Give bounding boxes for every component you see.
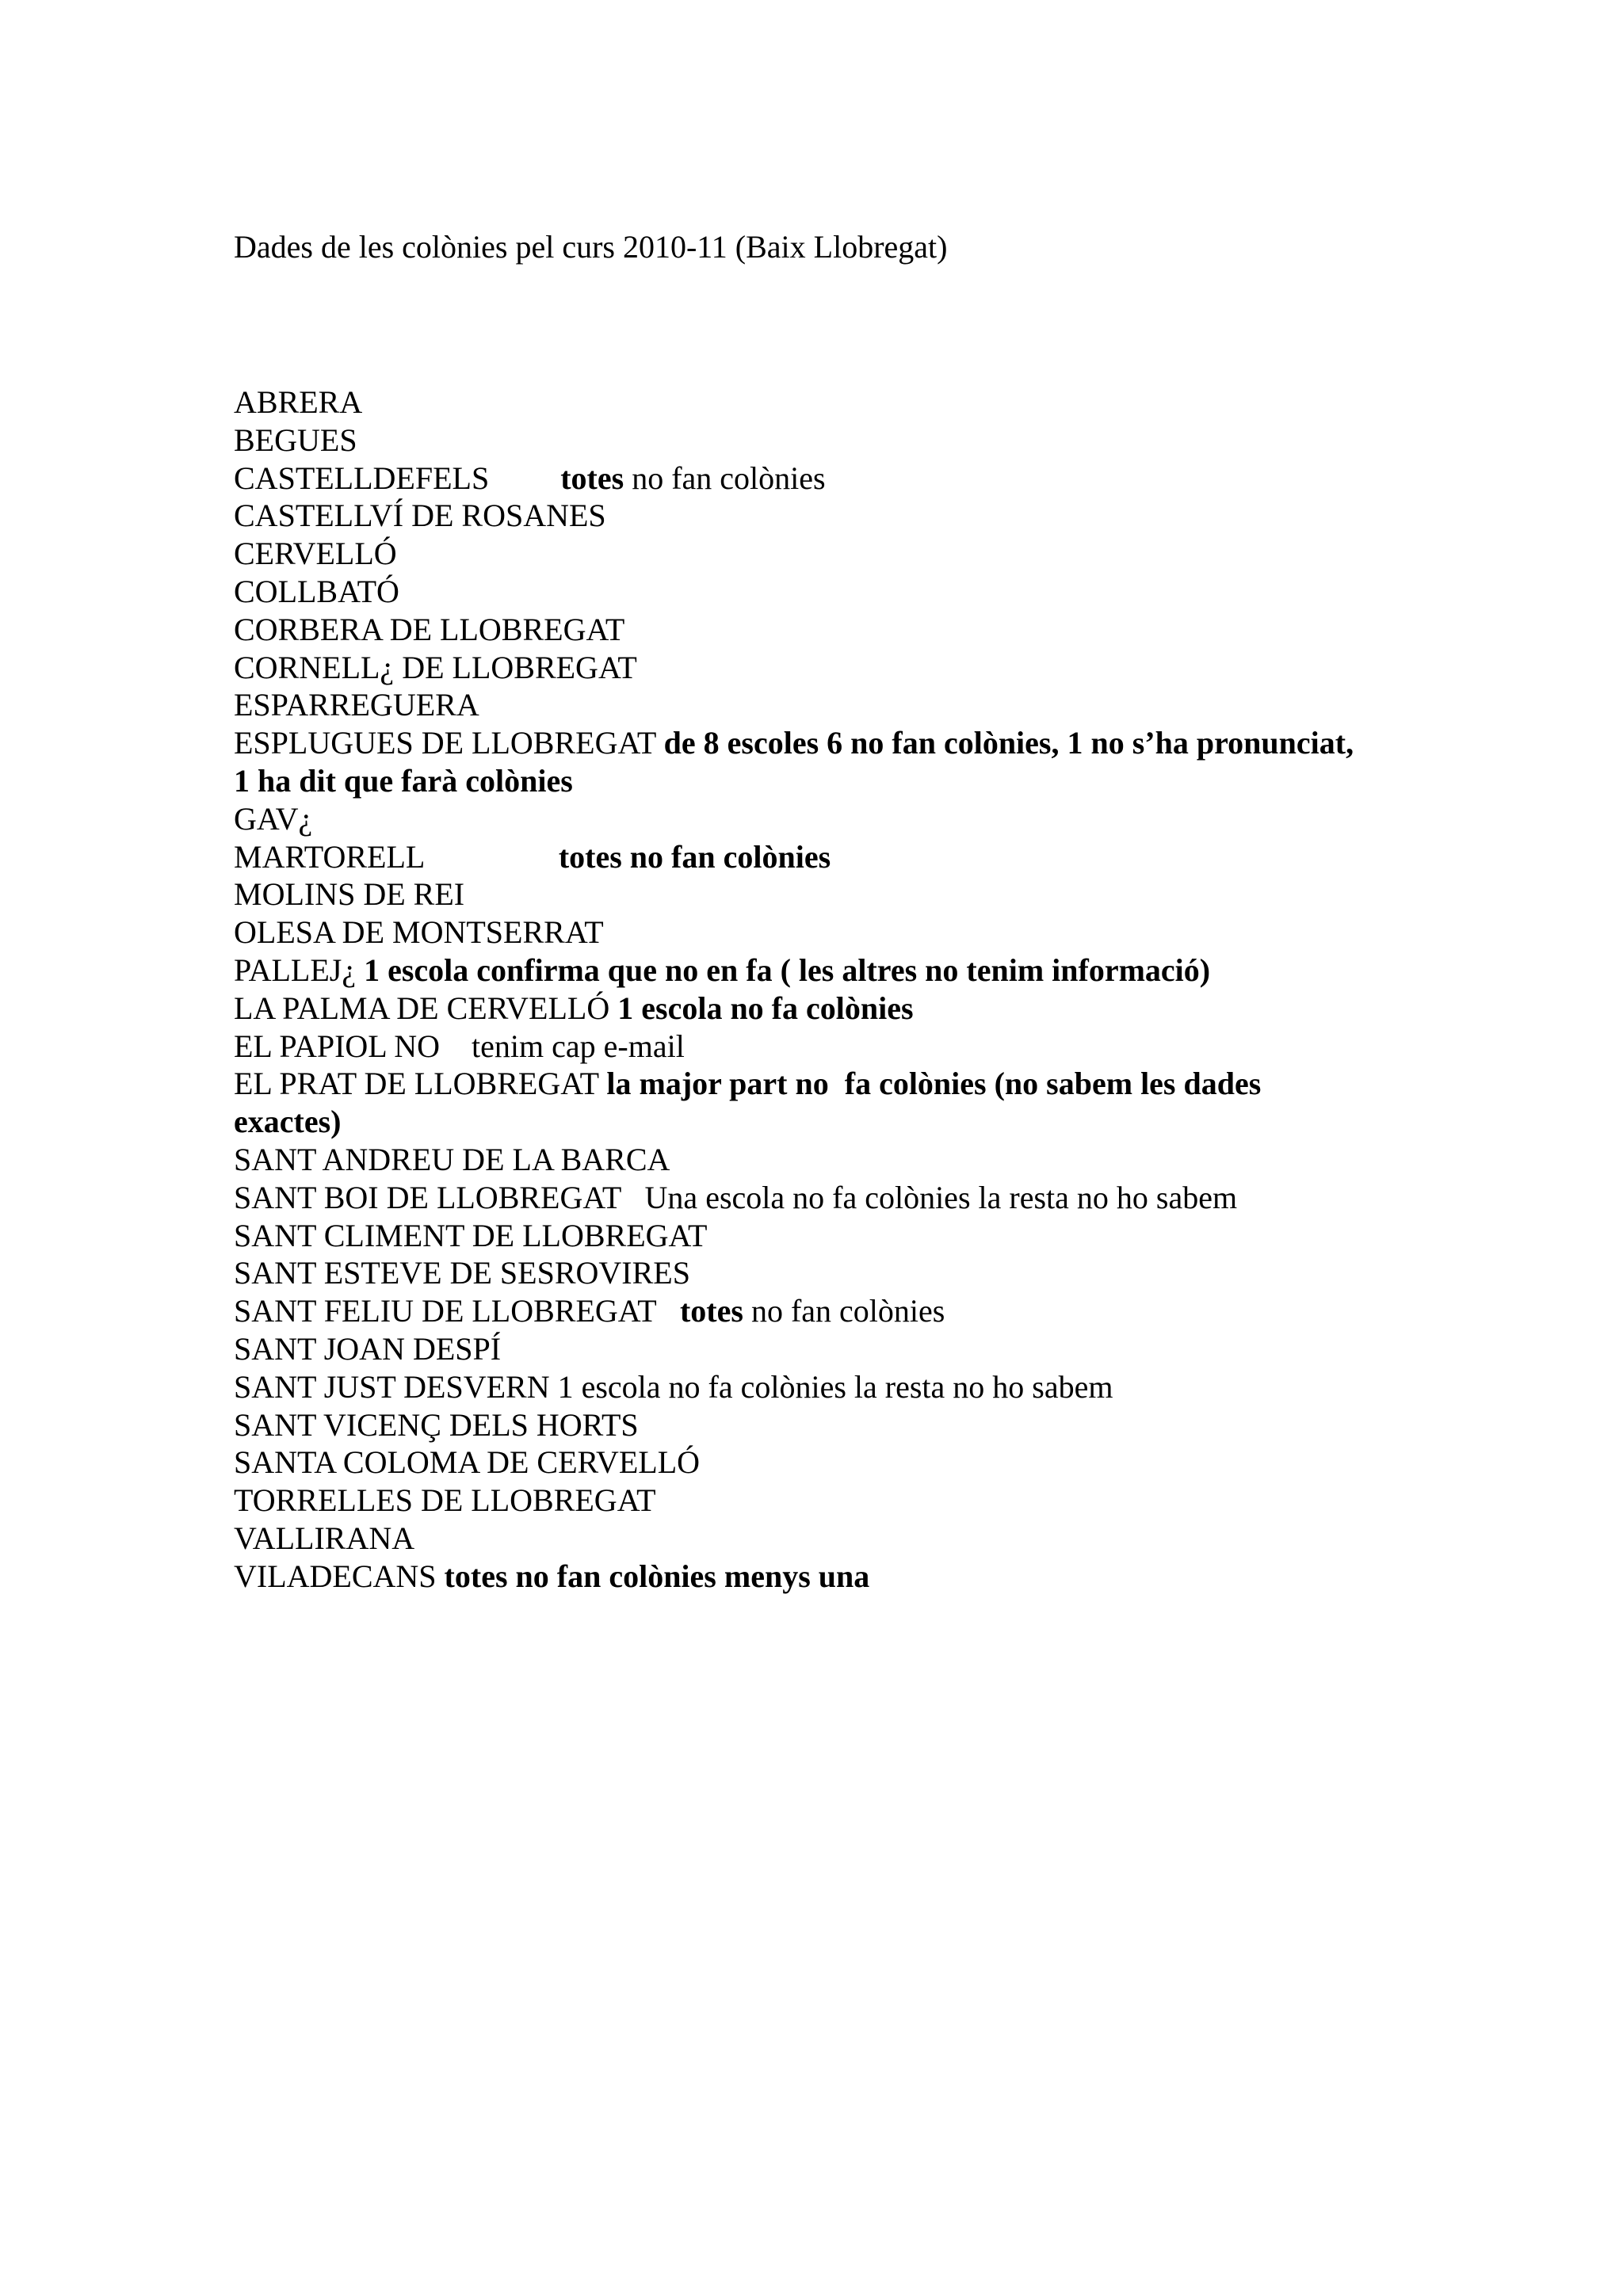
municipality-name: CERVELLÓ <box>234 536 397 572</box>
list-item <box>234 421 1375 460</box>
colonies-note: de 8 escoles 6 no fan colònies, 1 no s’ha pronunciat, 1 ha dit que farà colònies <box>234 725 1362 799</box>
colonies-note: totes no fan colònies menys una <box>444 1558 870 1594</box>
municipality-name: SANT VICENÇ DELS HORTS <box>234 1406 639 1443</box>
list-item <box>234 535 1375 573</box>
colonies-note: tenim cap e-mail <box>472 1028 685 1064</box>
note-separator <box>621 1180 645 1215</box>
municipality-name: VILADECANS <box>234 1558 437 1594</box>
list-item <box>234 383 1375 421</box>
municipality-name: BEGUES <box>234 421 357 458</box>
colonies-note: 1 escola confirma que no en fa ( les altres no tenim informació) <box>364 952 1211 988</box>
colonies-note: totes <box>679 1293 743 1329</box>
municipality-name: ESPLUGUES DE LLOBREGAT <box>234 725 656 761</box>
municipality-name: CASTELLDEFELS <box>234 460 490 496</box>
municipality-name: EL PRAT DE LLOBREGAT <box>234 1066 599 1102</box>
colonies-note: Una escola no fa colònies la resta no ho sabem <box>644 1179 1238 1215</box>
note-separator <box>598 1066 606 1101</box>
note-separator <box>424 839 559 875</box>
municipality-name: COLLBATÓ <box>234 573 399 609</box>
list-item <box>234 1368 1375 1406</box>
municipality-name: CASTELLVÍ DE ROSANES <box>234 498 606 534</box>
list-item <box>234 1558 1375 1596</box>
list-item <box>234 724 1375 800</box>
list-item <box>234 573 1375 611</box>
note-separator <box>656 1293 680 1329</box>
list-item <box>234 913 1375 952</box>
list-item <box>234 649 1375 687</box>
municipality-name: VALLIRANA <box>234 1520 415 1556</box>
list-item <box>234 1141 1375 1179</box>
municipality-name: MOLINS DE REI <box>234 876 465 913</box>
municipality-name: PALLEJ¿ <box>234 952 357 988</box>
list-item <box>234 611 1375 649</box>
municipality-name: SANT BOI DE LLOBREGAT <box>234 1179 621 1215</box>
list-item <box>234 1406 1375 1444</box>
note-separator <box>656 725 664 761</box>
colonies-note: la major part no fa colònies (no sabem les dades exactes) <box>234 1066 1270 1140</box>
list-item <box>234 952 1375 990</box>
note-separator <box>489 460 560 496</box>
municipality-name: SANT JUST DESVERN <box>234 1368 550 1405</box>
list-item <box>234 1028 1375 1066</box>
list-item <box>234 1292 1375 1330</box>
colonies-note: no fan colònies <box>624 460 826 496</box>
document-title: Dades de les colònies pel curs 2010-11 (Baix Llobregat) <box>234 229 948 265</box>
municipality-name: OLESA DE MONTSERRAT <box>234 914 604 951</box>
colonies-note: 1 escola no fa colònies la resta no ho sabem <box>557 1368 1113 1405</box>
list-item <box>234 1482 1375 1520</box>
list-item <box>234 686 1375 724</box>
list-item <box>234 497 1375 535</box>
list-item <box>234 875 1375 913</box>
municipality-list <box>234 383 1375 1596</box>
municipality-name: EL PAPIOL NO <box>234 1028 441 1064</box>
municipality-name: SANT FELIU DE LLOBREGAT <box>234 1293 656 1329</box>
list-item <box>234 1179 1375 1217</box>
municipality-name: GAV¿ <box>234 800 313 837</box>
municipality-name: SANT CLIMENT DE LLOBREGAT <box>234 1217 708 1253</box>
colonies-note: totes <box>560 460 624 496</box>
list-item <box>234 460 1375 498</box>
list-item <box>234 1444 1375 1482</box>
note-separator <box>356 952 364 988</box>
municipality-name: SANT ANDREU DE LA BARCA <box>234 1141 670 1177</box>
list-item <box>234 1520 1375 1558</box>
list-item <box>234 990 1375 1028</box>
list-item <box>234 1330 1375 1368</box>
municipality-name: CORBERA DE LLOBREGAT <box>234 611 625 647</box>
list-item <box>234 838 1375 876</box>
note-separator <box>609 990 617 1026</box>
list-item <box>234 1217 1375 1255</box>
municipality-name: ESPARREGUERA <box>234 687 479 723</box>
note-separator <box>550 1369 558 1405</box>
municipality-name: MARTORELL <box>234 838 424 875</box>
colonies-note: no fan colònies <box>743 1293 945 1329</box>
note-separator <box>437 1558 445 1594</box>
municipality-name: SANTA COLOMA DE CERVELLÓ <box>234 1444 701 1481</box>
list-item <box>234 800 1375 838</box>
municipality-name: TORRELLES DE LLOBREGAT <box>234 1482 656 1519</box>
colonies-note: totes no fan colònies <box>558 838 831 875</box>
colonies-note: 1 escola no fa colònies <box>617 990 914 1026</box>
list-item <box>234 1254 1375 1292</box>
municipality-name: SANT ESTEVE DE SESROVIRES <box>234 1255 690 1291</box>
municipality-name: LA PALMA DE CERVELLÓ <box>234 990 610 1026</box>
note-separator <box>440 1028 472 1064</box>
list-item <box>234 1065 1375 1141</box>
municipality-name: ABRERA <box>234 384 363 420</box>
municipality-name: SANT JOAN DESPÍ <box>234 1330 502 1367</box>
municipality-name: CORNELL¿ DE LLOBREGAT <box>234 649 637 685</box>
